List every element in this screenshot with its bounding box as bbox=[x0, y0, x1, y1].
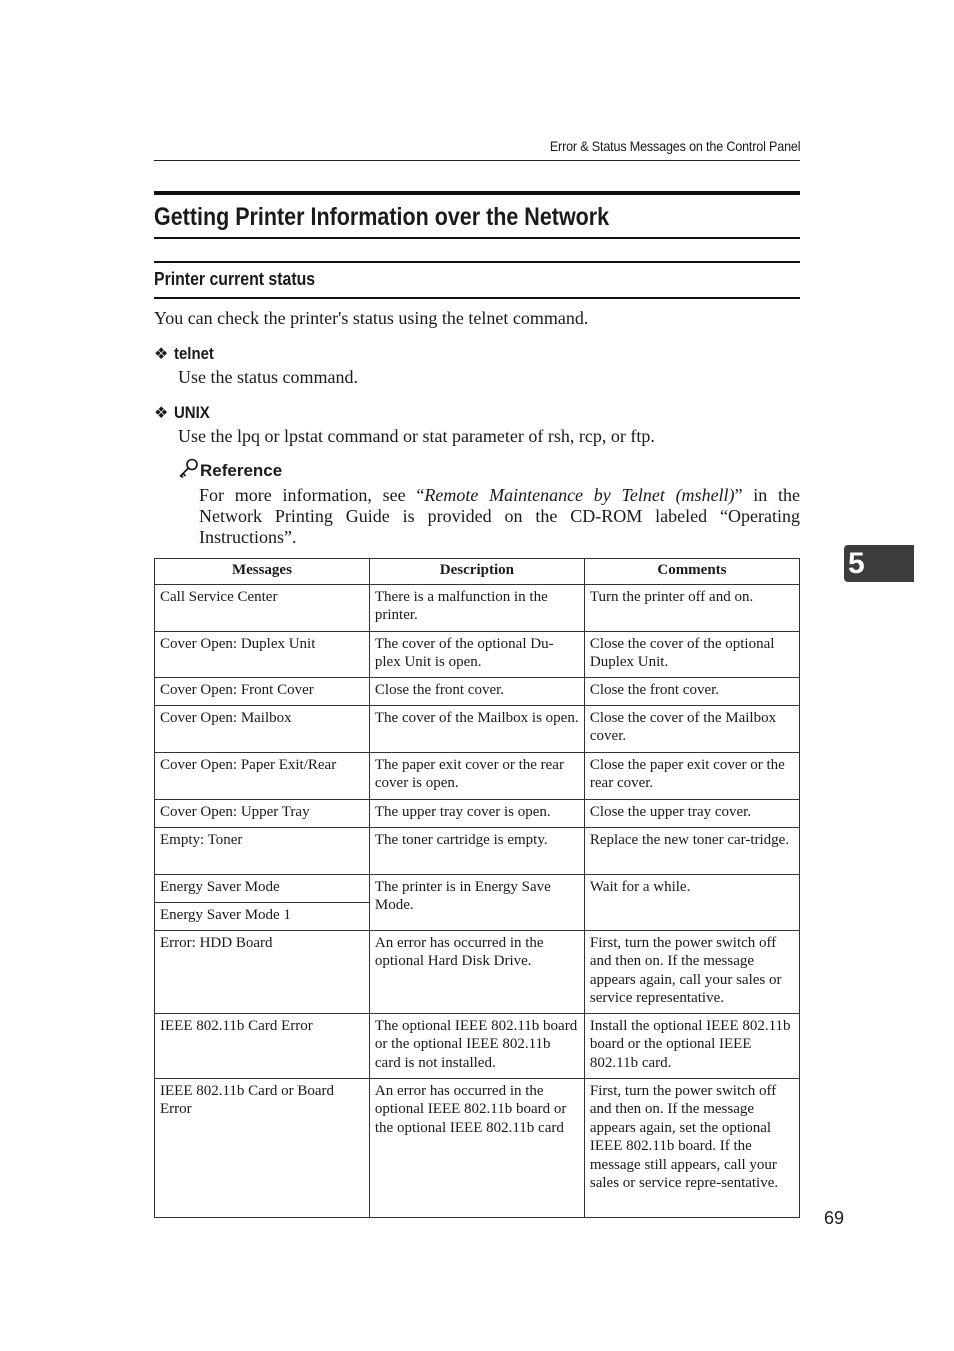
cell-comment: First, turn the power switch off and then on. If the message appears again, call your sales or service representative. bbox=[584, 930, 799, 1013]
cell-description: Close the front cover. bbox=[369, 677, 584, 705]
cell-description: The cover of the optional Du-plex Unit is open. bbox=[369, 631, 584, 677]
reference-heading bbox=[178, 458, 282, 481]
reference-text-before: For more information, see “ bbox=[199, 485, 425, 505]
running-header bbox=[154, 138, 800, 161]
column-header-messages: Messages bbox=[155, 559, 370, 585]
table-row bbox=[155, 752, 800, 799]
cell-message: Cover Open: Front Cover bbox=[155, 677, 370, 705]
cell-comment: Install the optional IEEE 802.11b board or the optional IEEE 802.11b card. bbox=[584, 1013, 799, 1078]
cell-message: IEEE 802.11b Card or Board Error bbox=[155, 1078, 370, 1217]
cell-description: The toner cartridge is empty. bbox=[369, 827, 584, 874]
cell-message: Error: HDD Board bbox=[155, 930, 370, 1013]
status-message-table bbox=[154, 558, 800, 1218]
diamond-bullet-icon: ❖ bbox=[154, 405, 169, 422]
cell-message: IEEE 802.11b Card Error bbox=[155, 1013, 370, 1078]
cell-message: Call Service Center bbox=[155, 584, 370, 631]
column-header-description: Description bbox=[369, 559, 584, 585]
chapter-number: 5 bbox=[848, 547, 865, 580]
reference-key-icon bbox=[178, 458, 199, 478]
cell-message: Empty: Toner bbox=[155, 827, 370, 874]
diamond-bullet-icon: ❖ bbox=[154, 346, 169, 363]
table-row bbox=[155, 631, 800, 677]
reference-label: Reference bbox=[200, 461, 283, 480]
cell-message: Energy Saver Mode bbox=[155, 874, 370, 902]
table-row bbox=[155, 677, 800, 705]
cell-description: The cover of the Mailbox is open. bbox=[369, 705, 584, 752]
cell-description: The printer is in Energy Save Mode. bbox=[369, 874, 584, 930]
column-header-comments: Comments bbox=[584, 559, 799, 585]
table-header-row bbox=[155, 559, 800, 585]
cell-comment: Wait for a while. bbox=[584, 874, 799, 930]
page-number: 69 bbox=[824, 1208, 845, 1228]
cell-message: Cover Open: Mailbox bbox=[155, 705, 370, 752]
cell-description: There is a malfunction in the printer. bbox=[369, 584, 584, 631]
cell-comment: First, turn the power switch off and then on. If the message appears again, set the optional IEEE 802.11b board. If the message still appears, call your sales or service repre-sentative. bbox=[584, 1078, 799, 1217]
cell-message: Energy Saver Mode 1 bbox=[155, 902, 370, 930]
cell-comment: Close the paper exit cover or the rear cover. bbox=[584, 752, 799, 799]
telnet-heading bbox=[154, 344, 220, 364]
cell-message: Cover Open: Paper Exit/Rear bbox=[155, 752, 370, 799]
telnet-label: telnet bbox=[174, 344, 215, 363]
chapter-tab bbox=[844, 545, 914, 582]
cell-message: Cover Open: Duplex Unit bbox=[155, 631, 370, 677]
cell-description: The paper exit cover or the rear cover is open. bbox=[369, 752, 584, 799]
unix-label: UNIX bbox=[174, 403, 211, 422]
telnet-text: Use the status command. bbox=[178, 367, 358, 387]
table-row bbox=[155, 827, 800, 874]
reference-text-after: ” in the Network Printing Guide is provided on the CD-ROM labeled “Operating Instructions”. bbox=[199, 485, 801, 547]
section-title-text: Getting Printer Information over the Network bbox=[154, 203, 610, 231]
table-row bbox=[155, 874, 800, 902]
cell-description: An error has occurred in the optional IEEE 802.11b board or the optional IEEE 802.11b card bbox=[369, 1078, 584, 1217]
cell-description: An error has occurred in the optional Hard Disk Drive. bbox=[369, 930, 584, 1013]
table-row bbox=[155, 1078, 800, 1217]
cell-comment: Replace the new toner car-tridge. bbox=[584, 827, 799, 874]
cell-comment: Close the cover of the optional Duplex Unit. bbox=[584, 631, 799, 677]
table-row bbox=[155, 799, 800, 827]
subsection-title bbox=[154, 261, 800, 299]
cell-message: Cover Open: Upper Tray bbox=[155, 799, 370, 827]
reference-text bbox=[199, 485, 800, 548]
cell-comment: Close the cover of the Mailbox cover. bbox=[584, 705, 799, 752]
table-row bbox=[155, 584, 800, 631]
subsection-title-text: Printer current status bbox=[154, 269, 316, 289]
cell-description: The optional IEEE 802.11b board or the optional IEEE 802.11b card is not installed. bbox=[369, 1013, 584, 1078]
table-row bbox=[155, 1013, 800, 1078]
cell-comment: Close the front cover. bbox=[584, 677, 799, 705]
reference-link-title: Remote Maintenance by Telnet (mshell) bbox=[424, 485, 735, 505]
section-title bbox=[154, 191, 800, 239]
unix-text: Use the lpq or lpstat command or stat parameter of rsh, rcp, or ftp. bbox=[178, 426, 655, 446]
cell-comment: Close the upper tray cover. bbox=[584, 799, 799, 827]
cell-description: The upper tray cover is open. bbox=[369, 799, 584, 827]
running-header-text: Error & Status Messages on the Control Panel bbox=[549, 138, 800, 154]
table-row bbox=[155, 705, 800, 752]
unix-heading bbox=[154, 403, 215, 423]
intro-paragraph: You can check the printer's status using the telnet command. bbox=[154, 308, 589, 328]
cell-comment: Turn the printer off and on. bbox=[584, 584, 799, 631]
table-row bbox=[155, 930, 800, 1013]
